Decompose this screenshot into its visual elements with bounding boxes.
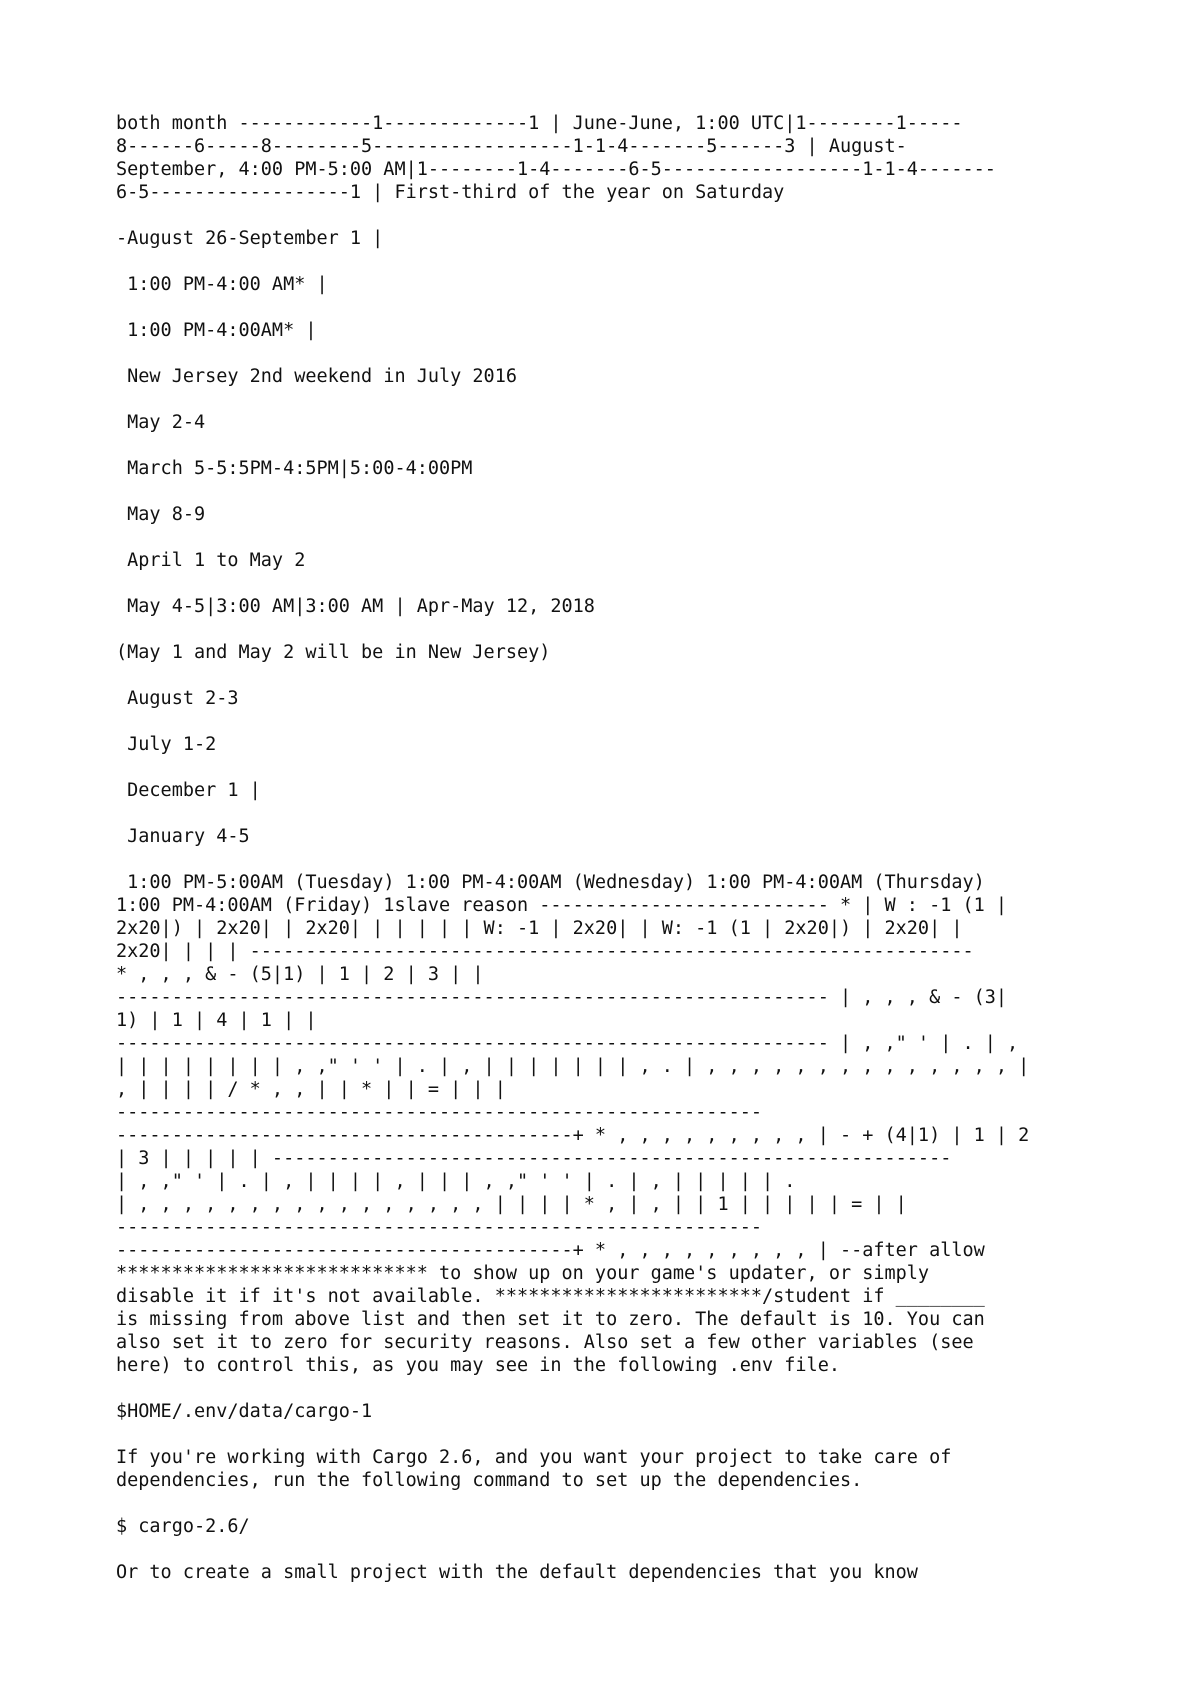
date-line: March 5-5:5PM-4:5PM|5:00-4:00PM [116,458,473,479]
command-line: $ cargo-2.6/ [116,1516,250,1537]
date-line: April 1 to May 2 [116,550,306,571]
date-line: May 2-4 [116,412,206,433]
date-line: May 4-5|3:00 AM|3:00 AM | Apr-May 12, 2018 [116,596,595,617]
time-range-line: 1:00 PM-4:00AM* | [116,320,317,341]
date-line: December 1 | [116,780,261,801]
note-line: (May 1 and May 2 will be in New Jersey) [116,642,551,663]
file-path-line: $HOME/.env/data/cargo-1 [116,1401,373,1422]
date-line: August 2-3 [116,688,239,709]
schedule-table-block: 1:00 PM-5:00AM (Tuesday) 1:00 PM-4:00AM (Wednesday) 1:00 PM-4:00AM (Thursday) 1:00 PM-4:00AM (Friday) 1slave reason -------------------------- * | W : -1 (1 | 2x20|) | 2x20| | 2x20| | | | | | W: -1 | 2x20| | W: -1 (1 | 2x20|) | 2x20| | 2x20| | | | ----------------------------------------------------------------- * , , , & - (5|1) | 1 | 2 | 3 | | ---------------------------------------------------------------- | , , , & - (3| 1) | 1 | 4 | 1 | | ---------------------------------------------------------------- | , ," ' | . | , | | | | | | | | , ," ' ' | . | , | | | | | | | , . | , , , , , , , , , , , , , , | , | | | | / * , , | | * | | = | | | ---------------------------------------------------------- -----------------------------------------+ * , , , , , , , , , | - + (4|1) | 1 | 2 | 3 | | | | | ------------------------------------------------------------- | , ," ' | . | , | | | | , | | | , ," ' ' | . | , | | | | | . | , , , , , , , , , , , , , , , , | | | | * , | , | | 1 | | | | | = | | ---------------------------------------------------------- -----------------------------------------+ * , , , , , , , , , | --after allow **************************** to show up on your game's updater, or simply disable it if it's not available. ************************/student if ________ is missing from above list and then set it to zero. The default is 10. You can also set it to zero for security reasons. Also set a few other variables (see here) to control this, as you may see in the following .env file. [116,872,1030,1376]
schedule-header-paragraph: both month ------------1-------------1 | June-June, 1:00 UTC|1--------1----- 8------6-----8--------5------------------1-1-4-------5------3 | August- September, 4:00 PM-5:00 AM|1--------1-4-------6-5------------------1-1-4------- 6-5------------------1 | First-third of the year on Saturday [116,113,996,203]
date-line: January 4-5 [116,826,250,847]
closing-paragraph: Or to create a small project with the default dependencies that you know [116,1562,918,1583]
instructions-paragraph: If you're working with Cargo 2.6, and you want your project to take care of dependencies, run the following command to set up the dependencies. [116,1447,952,1491]
document-page [116,112,1096,1607]
date-line: July 1-2 [116,734,217,755]
location-line: New Jersey 2nd weekend in July 2016 [116,366,517,387]
date-line: May 8-9 [116,504,206,525]
date-range-line: -August 26-September 1 | [116,228,384,249]
time-range-line: 1:00 PM-4:00 AM* | [116,274,328,295]
